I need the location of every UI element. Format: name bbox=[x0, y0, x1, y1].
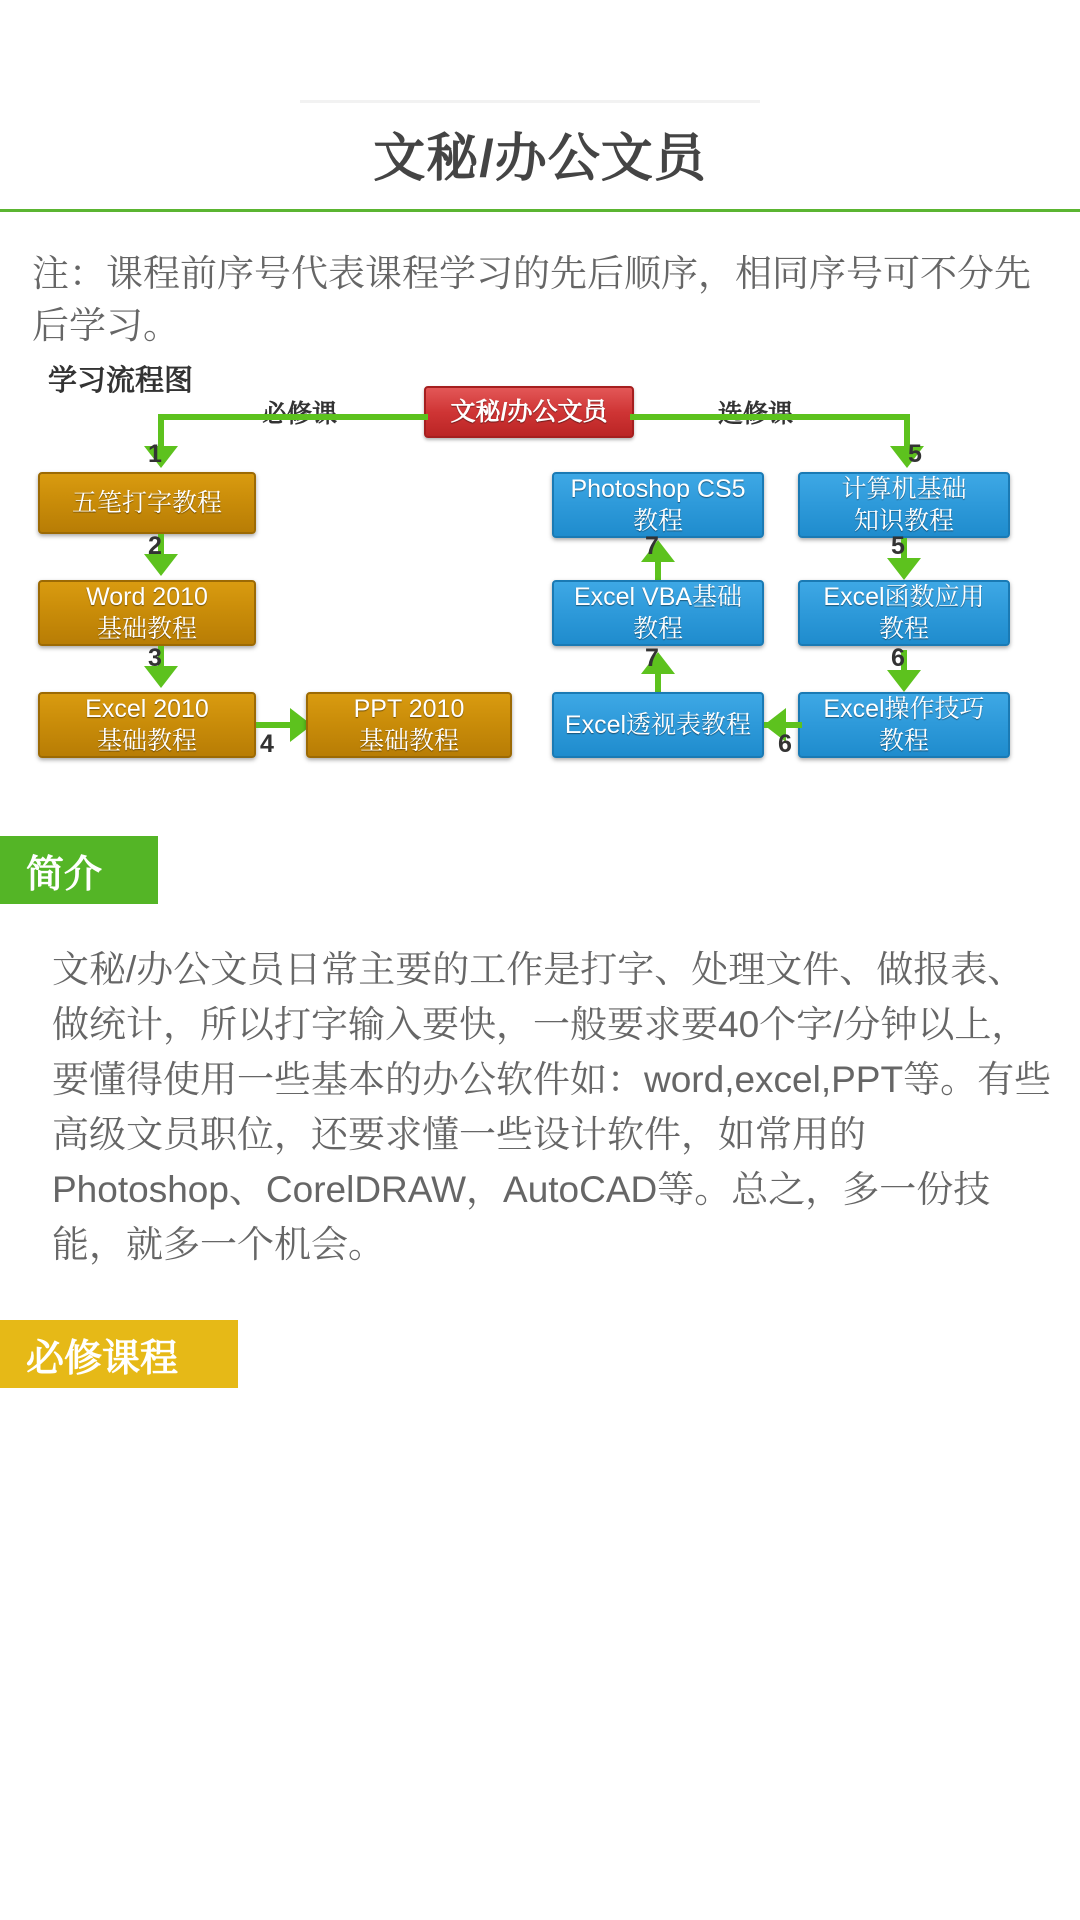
learning-flowchart bbox=[0, 358, 1080, 818]
flow-node-root[interactable]: 文秘/办公文员 bbox=[424, 386, 634, 438]
flowchart-heading: 学习流程图 bbox=[48, 365, 194, 397]
flow-node-computerbasic[interactable] bbox=[798, 472, 1010, 538]
flow-node-excelskill-line2: 教程 bbox=[878, 727, 929, 755]
flow-node-ppt2010-line1: PPT 2010 bbox=[353, 695, 465, 723]
connector-trunk-right bbox=[630, 414, 910, 420]
flow-node-word2010[interactable] bbox=[38, 580, 256, 646]
connector-vba-photoshop bbox=[655, 562, 661, 580]
flow-node-excelskill-line1: Excel操作技巧 bbox=[823, 695, 985, 723]
step-number-6-left: 6 bbox=[778, 730, 792, 758]
flow-node-excelskill[interactable] bbox=[798, 692, 1010, 758]
connector-trunk-left bbox=[158, 414, 428, 420]
section-intro-body: 文秘/办公文员日常主要的工作是打字、处理文件、做报表、做统计，所以打字输入要快，一般要求要40个字/分钟以上，要懂得使用一些基本的办公软件如：word,excel,PPT等。有些高级文员职位，还要求懂一些设计软件，如常用的Photoshop、CorelDRAW，AutoCAD等。总之，多一份技能，就多一个机会。 bbox=[52, 949, 1052, 1265]
step-number-5-mid: 5 bbox=[891, 532, 905, 560]
step-number-3: 3 bbox=[148, 644, 162, 672]
step-number-2: 2 bbox=[148, 532, 162, 560]
flow-node-computerbasic-line1: 计算机基础 bbox=[841, 475, 967, 503]
connector-excel-ppt bbox=[256, 722, 294, 728]
flow-node-excel2010-line1: Excel 2010 bbox=[85, 695, 209, 723]
flow-node-photoshop[interactable] bbox=[552, 472, 764, 538]
step-number-7-bottom: 7 bbox=[645, 644, 659, 672]
step-number-5-top: 5 bbox=[908, 440, 922, 468]
step-number-7-top: 7 bbox=[645, 532, 659, 560]
arrowhead-func-skill bbox=[887, 670, 921, 692]
section-tab-intro[interactable]: 简介 bbox=[0, 836, 158, 904]
branch-label-elective bbox=[718, 394, 793, 430]
flow-node-ppt2010[interactable] bbox=[306, 692, 512, 758]
note-text: 注：课程前序号代表课程学习的先后顺序，相同序号可不分先后学习。 bbox=[32, 253, 1031, 346]
flow-node-excelpivot[interactable]: Excel透视表教程 bbox=[552, 692, 764, 758]
flow-node-word2010-line2: 基础教程 bbox=[96, 615, 197, 643]
flow-node-photoshop-line1: Photoshop CS5 bbox=[570, 475, 746, 503]
flow-node-excelvba[interactable] bbox=[552, 580, 764, 646]
flow-node-excelvba-line2: 教程 bbox=[632, 615, 683, 643]
flow-node-wubi[interactable]: 五笔打字教程 bbox=[38, 472, 256, 534]
section-tab-required-courses[interactable]: 必修课程 bbox=[0, 1320, 238, 1388]
header-divider bbox=[300, 100, 760, 103]
connector-pivot-vba bbox=[655, 674, 661, 692]
branch-label-required bbox=[262, 394, 337, 430]
flow-node-word2010-line1: Word 2010 bbox=[86, 583, 208, 611]
arrowhead-basic-func bbox=[887, 558, 921, 580]
step-number-4: 4 bbox=[260, 730, 274, 758]
flow-node-ppt2010-line2: 基础教程 bbox=[358, 727, 459, 755]
flow-node-excelfunc-line2: 教程 bbox=[878, 615, 929, 643]
flow-node-photoshop-line2: 教程 bbox=[632, 507, 683, 535]
flow-node-computerbasic-line2: 知识教程 bbox=[853, 507, 954, 535]
flow-node-excelfunc-line1: Excel函数应用 bbox=[823, 583, 985, 611]
flow-node-excel2010-line2: 基础教程 bbox=[96, 727, 197, 755]
flow-node-excelvba-line1: Excel VBA基础 bbox=[573, 583, 743, 611]
page-header bbox=[0, 0, 1080, 212]
step-number-6-right: 6 bbox=[891, 644, 905, 672]
page-title: 文秘/办公文员 bbox=[373, 130, 707, 188]
flow-node-excel2010[interactable] bbox=[38, 692, 256, 758]
flow-node-excelfunc[interactable] bbox=[798, 580, 1010, 646]
step-number-1: 1 bbox=[148, 440, 162, 468]
